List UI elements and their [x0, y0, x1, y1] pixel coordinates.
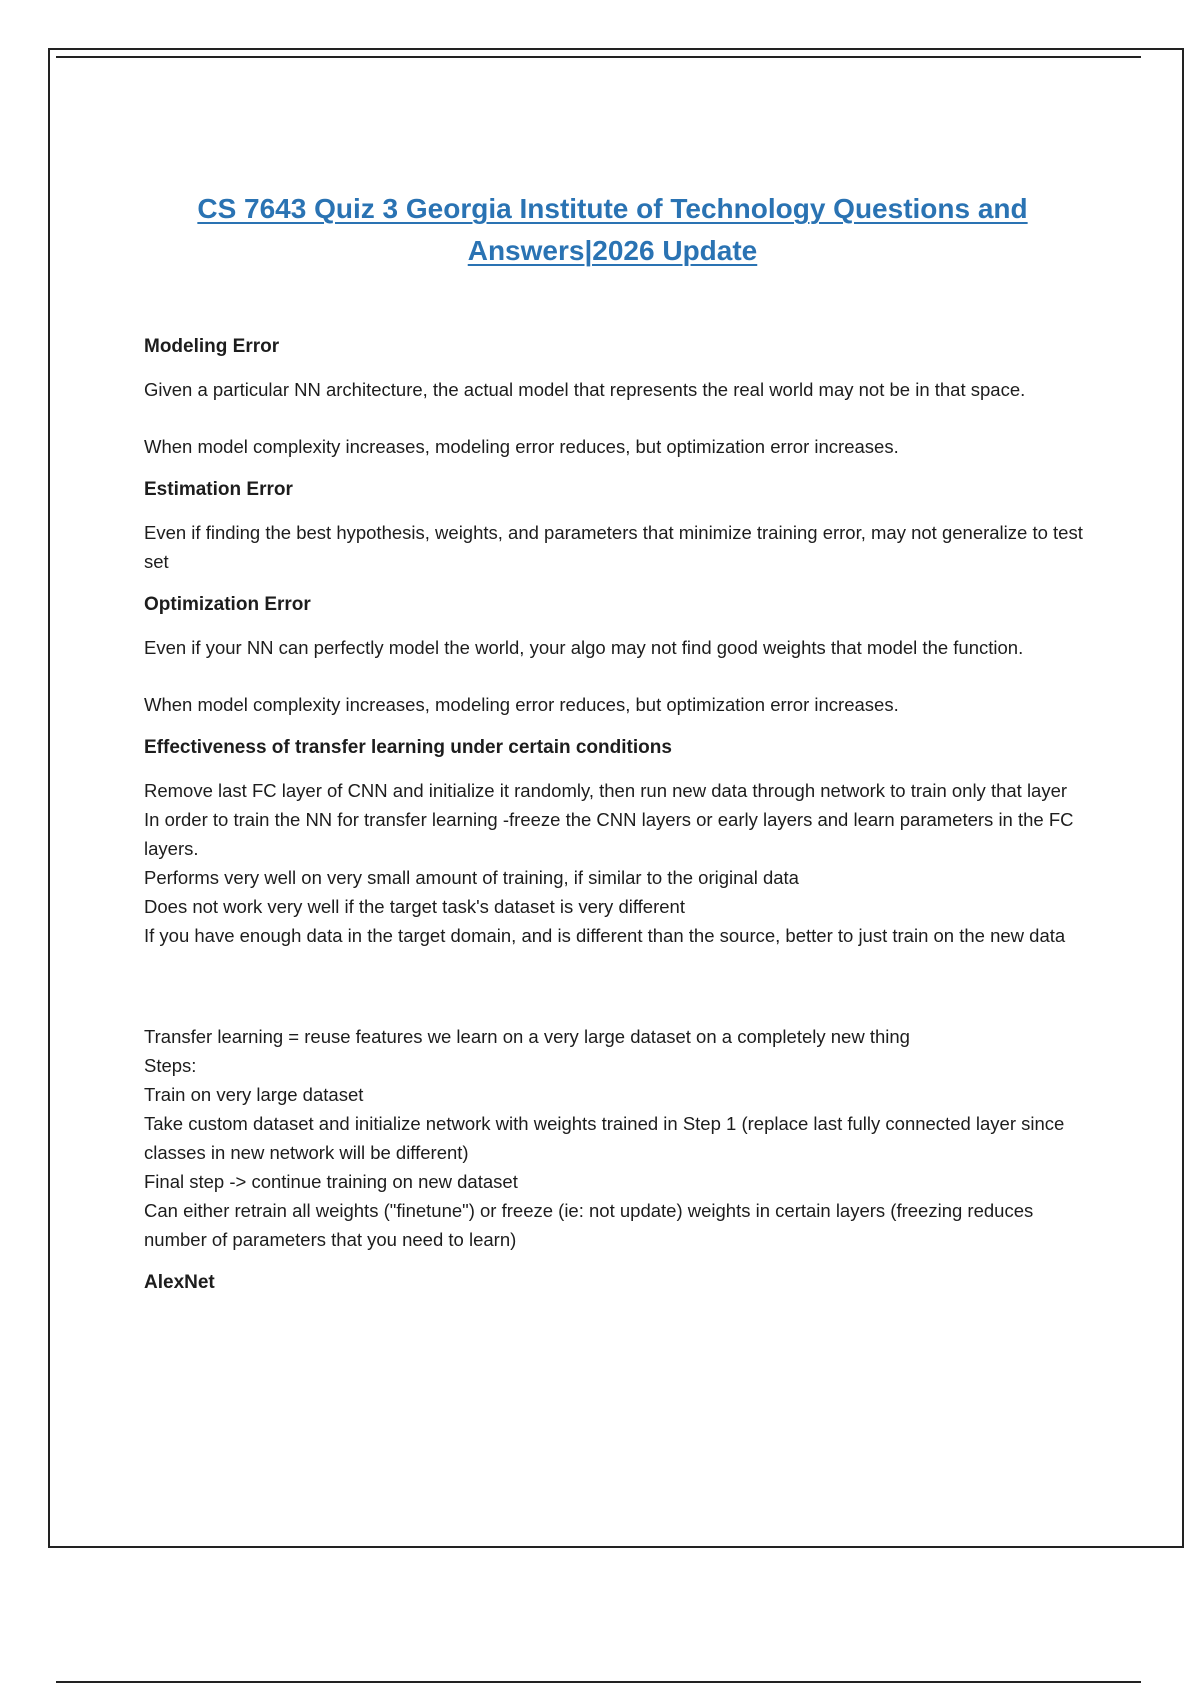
modeling-error-text-1: Given a particular NN architecture, the actual model that represents the real world may not be in that space. — [144, 379, 1026, 400]
transfer-step-line: Can either retrain all weights ("finetune") or freeze (ie: not update) weights in certain layers (freezing reduces number of parameters that you need to learn) — [144, 1200, 1034, 1250]
transfer-learning-steps — [144, 1022, 1094, 1254]
title-line-2: Answers|2026 Update — [467, 235, 758, 266]
top-rule — [56, 56, 1141, 58]
heading-estimation-error: Estimation Error — [144, 479, 293, 500]
transfer-step-line: Final step -> continue training on new dataset — [144, 1171, 518, 1192]
optimization-error-text-2: When model complexity increases, modeling error reduces, but optimization error increases. — [144, 694, 899, 715]
heading-transfer-learning: Effectiveness of transfer learning under certain conditions — [144, 737, 672, 758]
transfer-note-line: Remove last FC layer of CNN and initialize it randomly, then run new data through network to train only that layer — [144, 780, 1068, 801]
title-line-1: CS 7643 Quiz 3 Georgia Institute of Technology Questions and — [197, 193, 1028, 224]
heading-modeling-error: Modeling Error — [144, 336, 280, 357]
transfer-note-line: Performs very well on very small amount of training, if similar to the original data — [144, 867, 799, 888]
transfer-step-line: Transfer learning = reuse features we learn on a very large dataset on a completely new thing — [144, 1026, 910, 1047]
transfer-note-line: If you have enough data in the target domain, and is different than the source, better to just train on the new data — [144, 925, 1066, 946]
document-title — [120, 188, 1105, 272]
optimization-error-text-1: Even if your NN can perfectly model the world, your algo may not find good weights that model the function. — [144, 637, 1024, 658]
transfer-step-line: Take custom dataset and initialize network with weights trained in Step 1 (replace last fully connected layer since classes in new network will be different) — [144, 1113, 1065, 1163]
modeling-error-text-2: When model complexity increases, modeling error reduces, but optimization error increases. — [144, 436, 899, 457]
transfer-step-line: Train on very large dataset — [144, 1084, 364, 1105]
bottom-rule — [56, 1681, 1141, 1683]
document-body — [144, 332, 1094, 1311]
transfer-learning-notes — [144, 776, 1094, 950]
transfer-step-line: Steps: — [144, 1055, 197, 1076]
transfer-note-line: Does not work very well if the target task's dataset is very different — [144, 896, 685, 917]
transfer-note-line: In order to train the NN for transfer learning -freeze the CNN layers or early layers and learn parameters in the FC layers. — [144, 809, 1074, 859]
estimation-error-text: Even if finding the best hypothesis, weights, and parameters that minimize training error, may not generalize to test set — [144, 522, 1083, 572]
heading-optimization-error: Optimization Error — [144, 594, 311, 615]
heading-alexnet: AlexNet — [144, 1272, 215, 1293]
